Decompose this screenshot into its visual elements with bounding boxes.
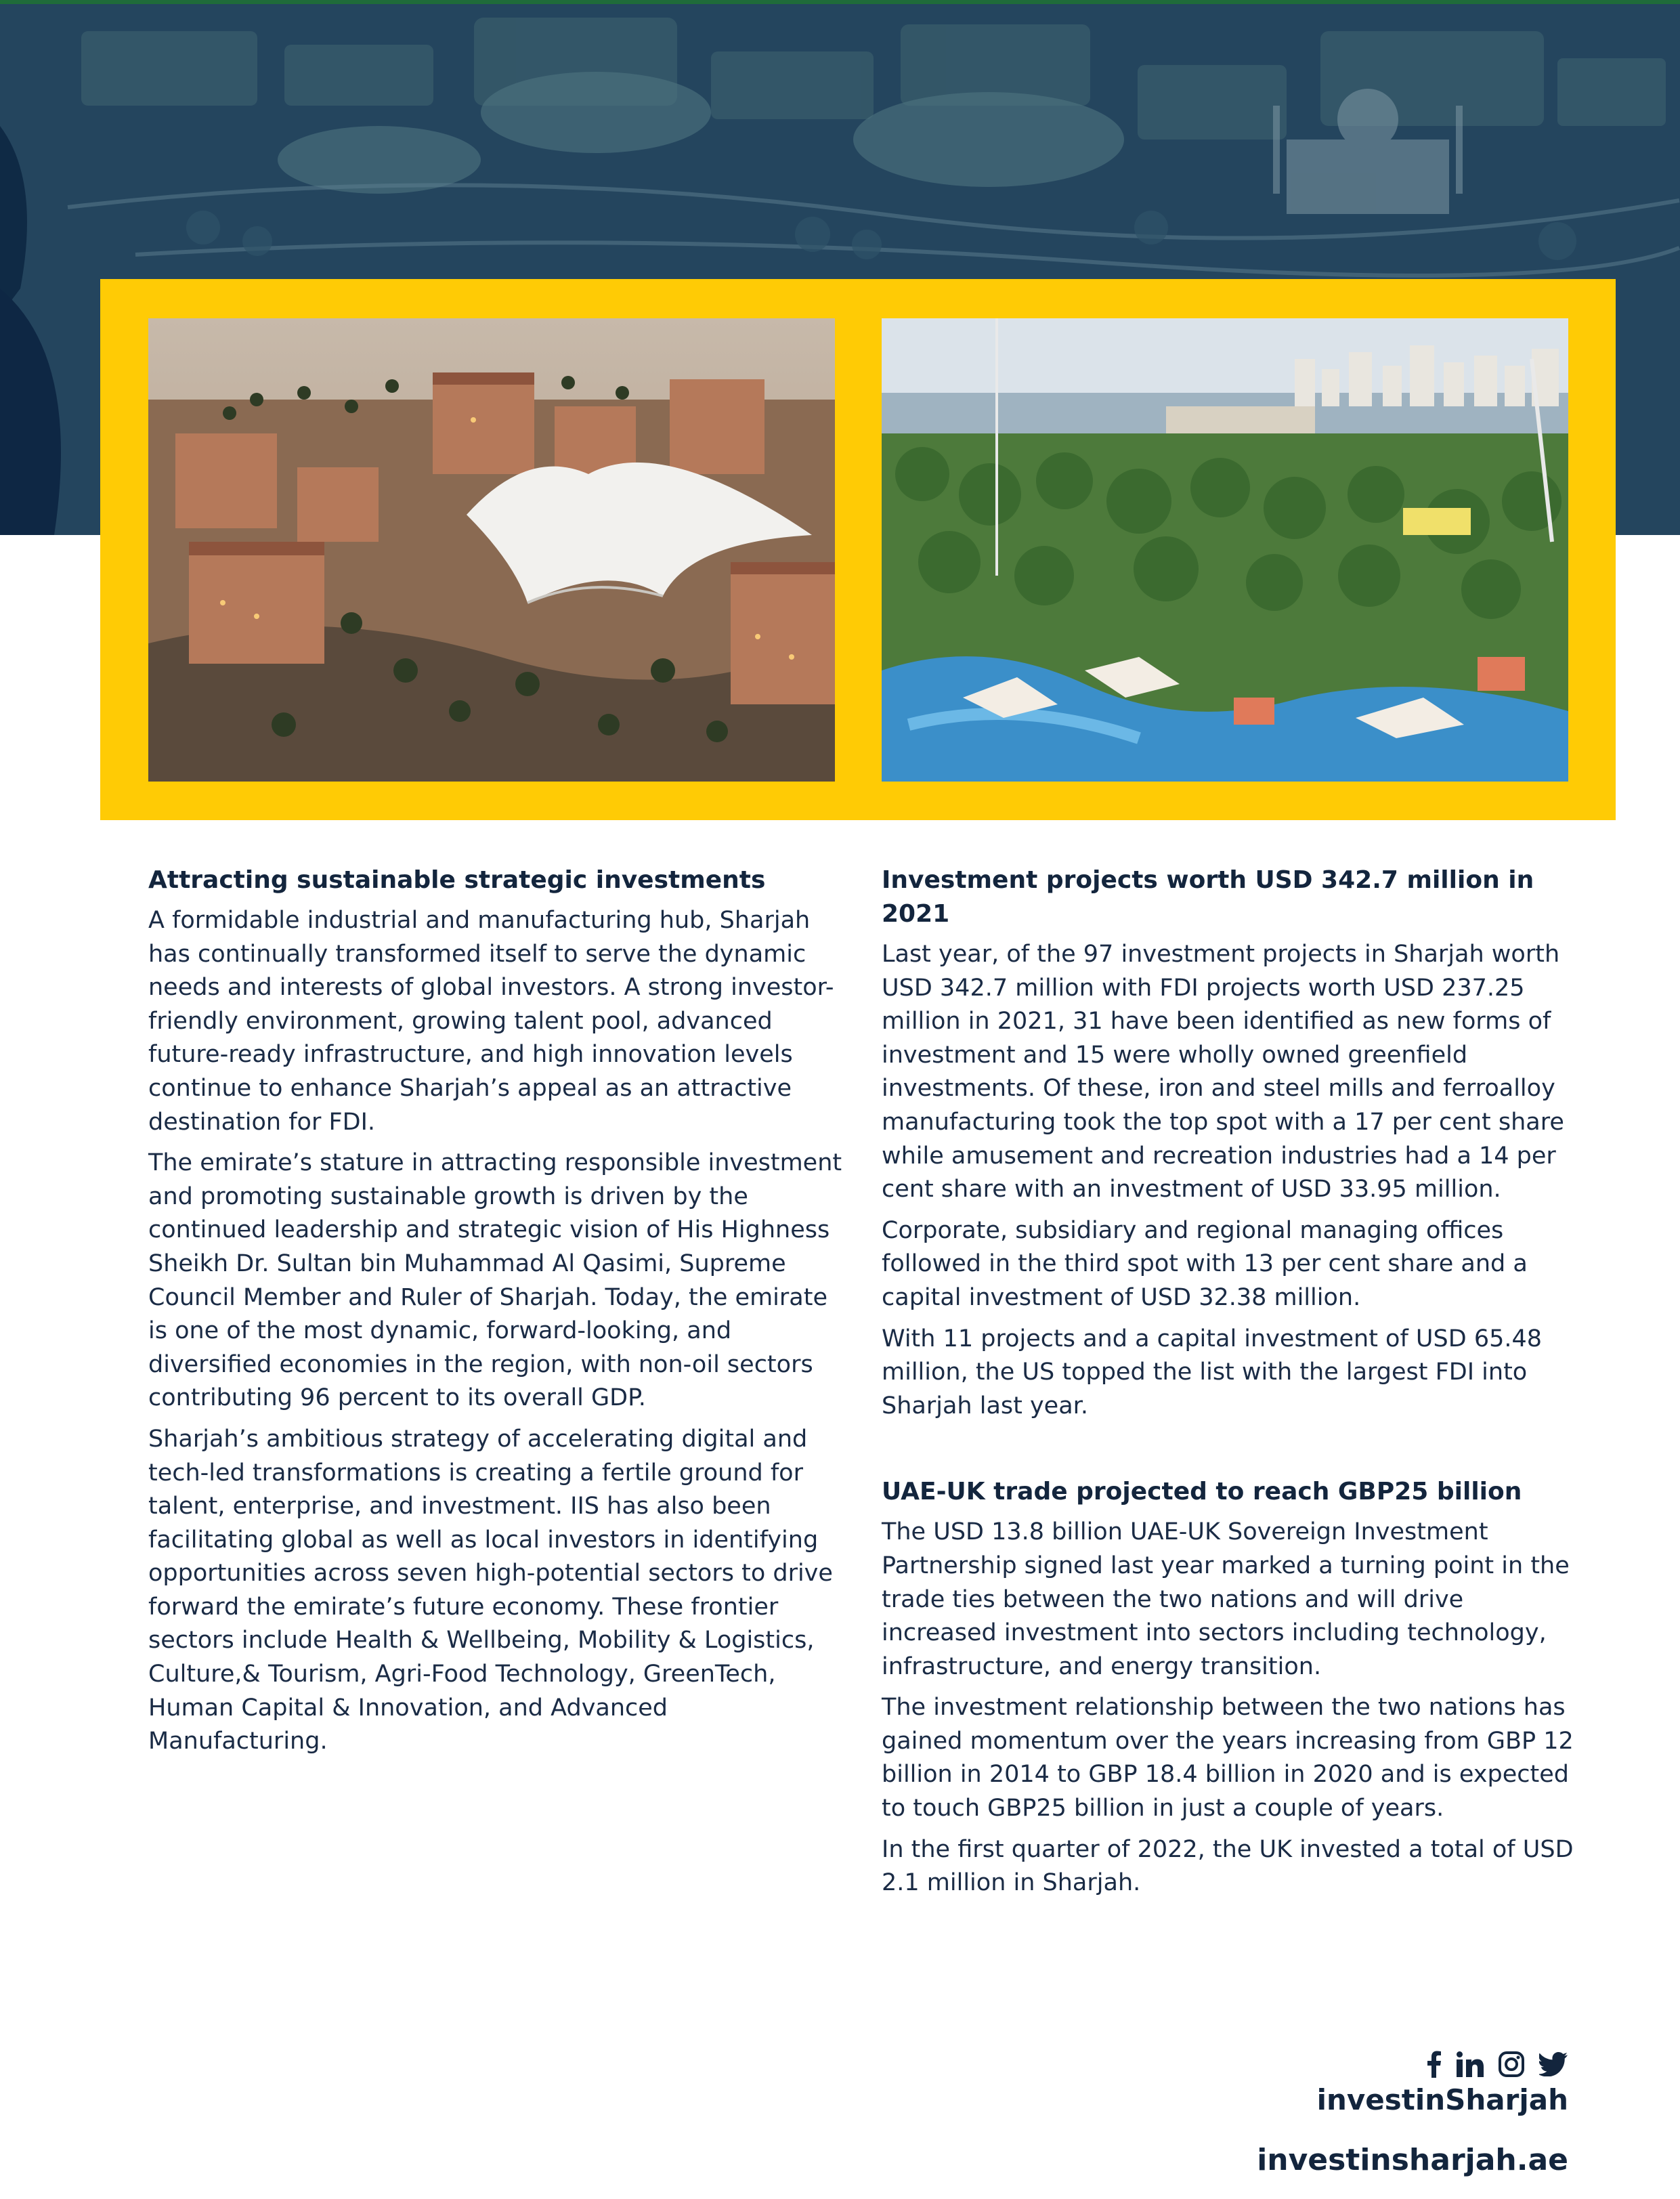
paragraph: Last year, of the 97 investment projects in Sharjah worth USD 342.7 million with FDI projects worth USD 237.25 million in 2021, 31 have been identified as new forms of investment and 15 were wholly owned greenfield investments. Of these, iron and steel mills and ferroalloy manufacturing took the top spot with a 17 per cent share while amusement and recreation industries had a 14 per cent share with an investment of USD 33.95 million. xyxy=(882,941,1564,1203)
instagram-icon[interactable] xyxy=(1499,2051,1524,2080)
paragraph: A formidable industrial and manufacturing hub, Sharjah has continually transformed itself to serve the dynamic needs and interests of global investors. A strong investor-friendly environment, growing talent pool, advanced future-ready infrastructure, and high innovation levels continue to enhance Sharjah’s appeal as an attractive destination for FDI. xyxy=(148,907,834,1136)
linkedin-icon[interactable] xyxy=(1457,2051,1484,2080)
paragraph: The investment relationship between the two nations has gained momentum over the years increasing from GBP 12 billion in 2014 to GBP 18.4 billion in 2020 and is expected to touch GBP25 billion in just a couple of years. xyxy=(882,1694,1574,1822)
twitter-icon[interactable] xyxy=(1539,2052,1568,2080)
paragraph: Sharjah’s ambitious strategy of accelerating digital and tech-led transformations is creating a fertile ground for talent, enterprise, and investment. IIS has also been facilitating global as well as local investors in identifying opportunities across seven high-potential sectors to drive forward the emirate’s future economy. These frontier sectors include Health & Wellbeing, Mobility & Logistics, Culture,& Tourism, Agri-Food Technology, GreenTech, Human Capital & Innovation, and Advanced Manufacturing. xyxy=(148,1425,833,1755)
facebook-icon[interactable] xyxy=(1427,2051,1442,2081)
right-photo xyxy=(882,318,1568,782)
paragraph: With 11 projects and a capital investment of USD 65.48 million, the US topped the list with the largest FDI into Sharjah last year. xyxy=(882,1325,1543,1419)
paragraph: The emirate’s stature in attracting responsible investment and promoting sustainable growth is driven by the continued leadership and strategic vision of His Highness Sheikh Dr. Sultan bin Muhammad Al Qasimi, Supreme Council Member and Ruler of Sharjah. Today, the emirate is one of the most dynamic, forward-looking, and diversified economies in the region, with non-oil sectors contributing 96 percent to its overall GDP. xyxy=(148,1149,842,1412)
paragraph: Corporate, subsidiary and regional managing offices followed in the third spot with 13 per cent share and a capital investment of USD 32.38 million. xyxy=(882,1216,1528,1311)
social-handle[interactable]: investinSharjah xyxy=(1316,2083,1568,2116)
paragraph: In the first quarter of 2022, the UK invested a total of USD 2.1 million in Sharjah. xyxy=(882,1835,1574,1897)
section-heading: UAE-UK trade projected to reach GBP25 billion xyxy=(882,1478,1522,1506)
social-icons xyxy=(1427,2051,1568,2081)
right-column xyxy=(882,863,1579,1908)
website-link[interactable]: investinsharjah.ae xyxy=(1257,2143,1568,2177)
left-column xyxy=(148,863,846,1766)
left-photo xyxy=(148,318,835,782)
paragraph: The USD 13.8 billion UAE-UK Sovereign Investment Partnership signed last year marked a turning point in the trade ties between the two nations and will drive increased investment into sectors including technology, infrastructure, and energy transition. xyxy=(882,1518,1570,1680)
section-heading: Attracting sustainable strategic investments xyxy=(148,866,766,894)
section-heading: Investment projects worth USD 342.7 million in 2021 xyxy=(882,866,1534,928)
